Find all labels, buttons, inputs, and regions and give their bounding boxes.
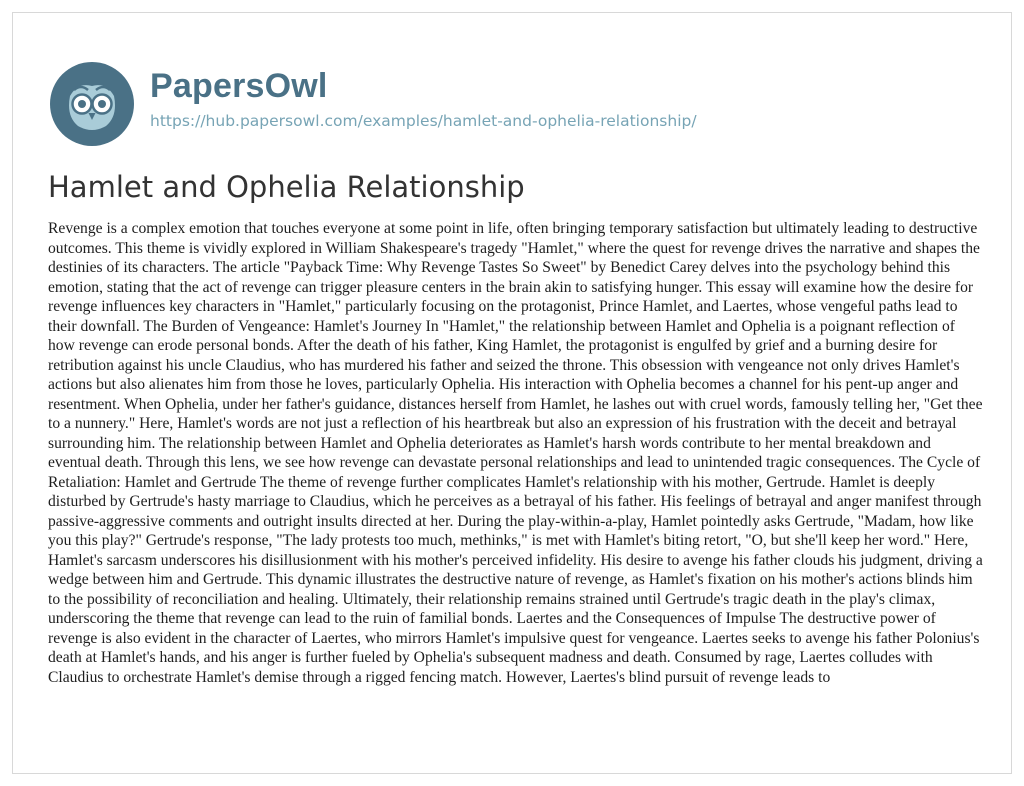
source-url-link[interactable]: https://hub.papersowl.com/examples/hamlet-and-ophelia-relationship/: [150, 112, 697, 131]
brand-block: [150, 68, 697, 132]
article-body: Revenge is a complex emotion that touches everyone at some point in life, often bringing temporary satisfaction but ultimately leading to destructive outcomes. This theme is vividly explored in William Shakespeare's tragedy "Hamlet," where the quest for revenge drives the narrative and shapes the destinies of its characters. The article "Payback Time: Why Revenge Tastes So Sweet" by Benedict Carey delves into the psychology behind this emotion, stating that the act of revenge can trigger pleasure centers in the brain akin to satisfying hunger. This essay will examine how the desire for revenge influences key characters in "Hamlet," particularly focusing on the protagonist, Prince Hamlet, and Laertes, whose vengeful paths lead to their downfall. The Burden of Vengeance: Hamlet's Journey In "Hamlet," the relationship between Hamlet and Ophelia is a poignant reflection of how revenge can erode personal bonds. After the death of his father, King Hamlet, the protagonist is engulfed by grief and a burning desire for retribution against his uncle Claudius, who has murdered his father and seized the throne. This obsession with vengeance not only drives Hamlet's actions but also alienates him from those he loves, particularly Ophelia. His interaction with Ophelia becomes a channel for his pent-up anger and resentment. When Ophelia, under her father's guidance, distances herself from Hamlet, he lashes out with cruel words, famously telling her, "Get thee to a nunnery." Here, Hamlet's words are not just a reflection of his heartbreak but also an expression of his frustration with the deceit and betrayal surrounding him. The relationship between Hamlet and Ophelia deteriorates as Hamlet's harsh words contribute to her mental breakdown and eventual death. Through this lens, we see how revenge can devastate personal relationships and lead to unintended tragic consequences. The Cycle of Retaliation: Hamlet and Gertrude The theme of revenge further complicates Hamlet's relationship with his mother, Gertrude. Hamlet is deeply disturbed by Gertrude's hasty marriage to Claudius, which he perceives as a betrayal of his father. His feelings of betrayal and anger manifest through passive-aggressive comments and outright insults directed at her. During the play-within-a-play, Hamlet pointedly asks Gertrude, "Madam, how like you this play?" Gertrude's response, "The lady protests too much, methinks," is met with Hamlet's biting retort, "O, but she'll keep her word." Here, Hamlet's sarcasm underscores his disillusionment with his mother's perceived infidelity. His desire to avenge his father clouds his judgment, driving a wedge between him and Gertrude. This dynamic illustrates the destructive nature of revenge, as Hamlet's fixation on his mother's actions blinds him to the possibility of reconciliation and healing. Ultimately, their relationship remains strained until Gertrude's tragic death in the play's climax, underscoring the theme that revenge can lead to the ruin of familial bonds. Laertes and the Consequences of Impulse The destructive power of revenge is also evident in the character of Laertes, who mirrors Hamlet's impulsive quest for vengeance. Laertes seeks to avenge his father Polonius's death at Hamlet's hands, and his anger is further fueled by Ophelia's subsequent madness and death. Consumed by rage, Laertes colludes with Claudius to orchestrate Hamlet's demise through a rigged fencing match. However, Laertes's blind pursuit of revenge leads to: [48, 220, 983, 686]
owl-icon: [48, 60, 136, 148]
header: [48, 60, 697, 160]
page-title: Hamlet and Ophelia Relationship: [48, 170, 525, 204]
brand-name: PapersOwl: [150, 67, 328, 105]
